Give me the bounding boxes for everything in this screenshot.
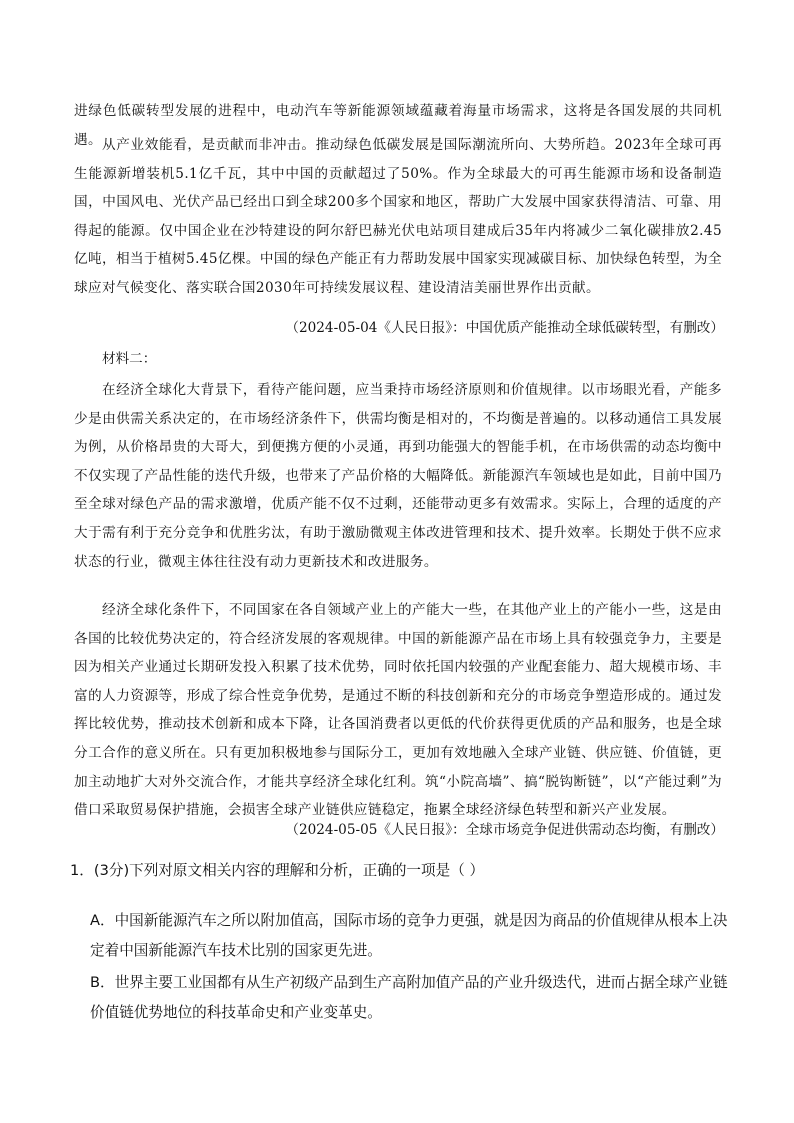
material2-paragraph-1: 在经济全球化大背景下，看待产能问题，应当秉持市场经济原则和价值规律。以市场眼光看，产能多少是由供需关系决定的，在市场经济条件下，供需均衡是相对的，不均衡是普遍的。以移动通信工具发展为例，从价格昂贵的大哥大，到便携方便的小灵通，再到功能强大的智能手机，在市场供需的动态均衡中不仅实现了产品性能的迭代升级，也带来了产品价格的大幅降低。新能源汽车领域也是如此，目前中国乃至全球对绿色产品的需求激增，优质产能不仅不过剩，还能带动更多有效需求。实际上，合理的适度的产大于需有利于充分竞争和优胜劣汰，有助于激励微观主体改进管理和技术、提升效率。长期处于供不应求状态的行业，微观主体往往没有动力更新技术和改进服务。 (74, 382, 722, 570)
material1-paragraph-tail: 进绿色低碳转型发展的进程中，电动汽车等新能源领域蕴藏着海量市场需求，这将是各国发展的共同机遇。 (74, 103, 722, 148)
option-a: A．中国新能源汽车之所以附加值高，国际市场的竞争力更强，就是因为商品的价值规律从根本上决定着中国新能源汽车技术比别的国家更先进。 (90, 912, 728, 959)
option-b: B．世界主要工业国都有从生产初级产品到生产高附加值产品的产业升级迭代，进而占据全球产业链价值链优势地位的科技革命史和产业变革史。 (90, 974, 728, 1021)
material2-paragraph-2: 经济全球化条件下，不同国家在各自领域产业上的产能大一些，在其他产业上的产能小一些，这是由各国的比较优势决定的，符合经济发展的客观规律。中国的新能源产品在市场上具有较强竞争力，主要是因为相关产业通过长期研发投入积累了技术优势，同时依托国内较强的产业配套能力、超大规模市场、丰富的人力资源等，形成了综合性竞争优势，是通过不断的科技创新和充分的市场竞争塑造形成的。通过发挥比较优势，推动技术创新和成本下降，让各国消费者以更低的代价获得更优质的产品和服务，也是全球分工合作的意义所在。只有更加积极地参与国际分工，更加有效地融入全球产业链、供应链、价值链，更加主动地扩大对外交流合作，才能共享经济全球化红利。筑“小院高墙”、搞“脱钩断链”，以“产能过剩”为借口采取贸易保护措施，会损害全球产业链供应链稳定，拖累全球经济绿色转型和新兴产业发展。 (74, 602, 722, 819)
question-stem: 1．(3分)下列对原文相关内容的理解和分析，正确的一项是（ ） (70, 862, 485, 879)
material1-source: （2024-05-04《人民日报》：中国优质产能推动全球低碳转型，有删改） (285, 320, 724, 336)
material2-label: 材料二： (102, 351, 157, 367)
material2-source: （2024-05-05《人民日报》：全球市场竞争促进供需动态均衡，有删改） (285, 822, 724, 838)
material1-paragraph-2: 从产业效能看，是贡献而非冲击。推动绿色低碳发展是国际潮流所向、大势所趋。2023年全球可再生能源新增装机5.1亿千瓦，其中中国的贡献超过了50%。作为全球最大的可再生能源市场和设备制造国，中国风电、光伏产品已经出口到全球200多个国家和地区，帮助广大发展中国家获得清洁、可靠、用得起的能源。仅中国企业在沙特建设的阿尔舒巴赫光伏电站项目建成后35年内将减少二氧化碳排放2.45亿吨，相当于植树5.45亿棵。中国的绿色产能正有力帮助发展中国家实现减碳目标、加快绿色转型，为全球应对气候变化、落实联合国2030年可持续发展议程、建设清洁美丽世界作出贡献。 (74, 137, 722, 296)
